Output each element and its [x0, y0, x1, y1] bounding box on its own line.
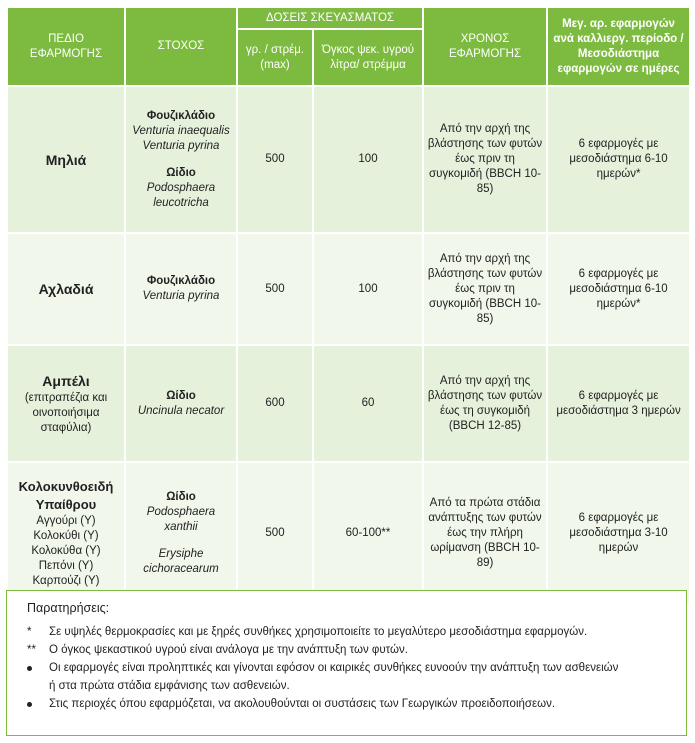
volume-cell: 100 — [313, 233, 423, 345]
crop-cell: Μηλιά — [7, 86, 125, 233]
time-cell: Από την αρχή της βλάστησης των φυτών έως πριν τη συγκομιδή (BBCH 10-85) — [423, 86, 547, 233]
header-field: ΠΕΔΙΟ ΕΦΑΡΜΟΓΗΣ — [7, 7, 125, 86]
time-cell: Από την αρχή της βλάστησης των φυτών έως πριν τη συγκομιδή (BBCH 10-85) — [423, 233, 547, 345]
apps-cell: 6 εφαρμογές με μεσοδιάστημα 3 ημερών — [547, 345, 690, 462]
volume-cell: 100 — [313, 86, 423, 233]
target-cell: Φουζικλάδιο Venturia inaequalis Venturia pyrina Ωίδιο Podosphaera leucotricha — [125, 86, 237, 233]
bullet-icon — [27, 702, 32, 707]
table-row — [7, 345, 690, 462]
dose-cell: 500 — [237, 462, 313, 604]
note-text: Οι εφαρμογές είναι προληπτικές και γίνονται εφόσον οι καιρικές συνθήκες ευνοούν την ανάπτυξη των ασθενειών — [49, 662, 619, 674]
target-cell: Φουζικλάδιο Venturia pyrina — [125, 233, 237, 345]
dosage-table — [6, 6, 691, 605]
header-max-apps: Μεγ. αρ. εφαρμογών ανά καλλιεργ. περίοδο / Μεσοδιάστημα εφαρμογών σε ημέρες — [547, 7, 690, 86]
dose-cell: 500 — [237, 86, 313, 233]
note-marker: * — [27, 626, 32, 638]
table-row — [7, 86, 690, 233]
bullet-icon — [27, 666, 32, 671]
dose-cell: 600 — [237, 345, 313, 462]
volume-cell: 60 — [313, 345, 423, 462]
table-row — [7, 462, 690, 604]
note-item — [27, 659, 666, 677]
apps-cell: 6 εφαρμογές με μεσοδιάστημα 3-10 ημερών — [547, 462, 690, 604]
header-dose-g: γρ. / στρέμ. (max) — [237, 29, 313, 86]
dose-cell: 500 — [237, 233, 313, 345]
apps-cell: 6 εφαρμογές με μεσοδιάστημα 6-10 ημερών* — [547, 233, 690, 345]
note-text: Σε υψηλές θερμοκρασίες και με ξηρές συνθήκες χρησιμοποιείτε το μεγαλύτερο μεσοδιάστημα εφαρμογών. — [49, 626, 588, 638]
notes-box — [6, 590, 687, 736]
note-text: Στις περιοχές όπου εφαρμόζεται, να ακολουθούνται οι συστάσεις των Γεωργικών προειδοποιήσεων. — [49, 698, 556, 710]
note-marker: ** — [27, 644, 36, 656]
time-cell: Από την αρχή της βλάστησης των φυτών έως τη συγκομιδή (BBCH 12-85) — [423, 345, 547, 462]
note-item — [27, 695, 666, 713]
crop-cell: Αχλαδιά — [7, 233, 125, 345]
volume-cell: 60-100** — [313, 462, 423, 604]
crop-cell: Κολοκυνθοειδή Υπαίθρου Αγγούρι (Υ) Κολοκύθι (Υ) Κολοκύθα (Υ) Πεπόνι (Υ) Καρπούζι (Υ) — [7, 462, 125, 604]
target-cell: Ωίδιο Uncinula necator — [125, 345, 237, 462]
header-volume: Όγκος ψεκ. υγρού λίτρα/ στρέμμα — [313, 29, 423, 86]
table-row — [7, 233, 690, 345]
crop-cell: Αμπέλι (επιτραπέζια και οινοποιήσιμα σταφύλια) — [7, 345, 125, 462]
notes-title: Παρατηρήσεις: — [27, 601, 110, 615]
header-target: ΣΤΟΧΟΣ — [125, 7, 237, 86]
apps-cell: 6 εφαρμογές με μεσοδιάστημα 6-10 ημερών* — [547, 86, 690, 233]
note-item — [27, 641, 666, 659]
target-cell: Ωίδιο Podosphaera xanthii Erysiphe cichoracearum — [125, 462, 237, 604]
header-time: ΧΡΟΝΟΣ ΕΦΑΡΜΟΓΗΣ — [423, 7, 547, 86]
header-doses: ΔΟΣΕΙΣ ΣΚΕΥΑΣΜΑΤΟΣ — [237, 7, 423, 29]
note-continuation: ή στα πρώτα στάδια εμφάνισης των ασθενειών. — [49, 680, 290, 692]
note-text: Ο όγκος ψεκαστικού υγρού είναι ανάλογα με την ανάπτυξη των φυτών. — [49, 644, 408, 656]
time-cell: Από τα πρώτα στάδια ανάπτυξης των φυτών έως την πλήρη ωρίμανση (BBCH 10-89) — [423, 462, 547, 604]
note-item — [27, 623, 666, 641]
